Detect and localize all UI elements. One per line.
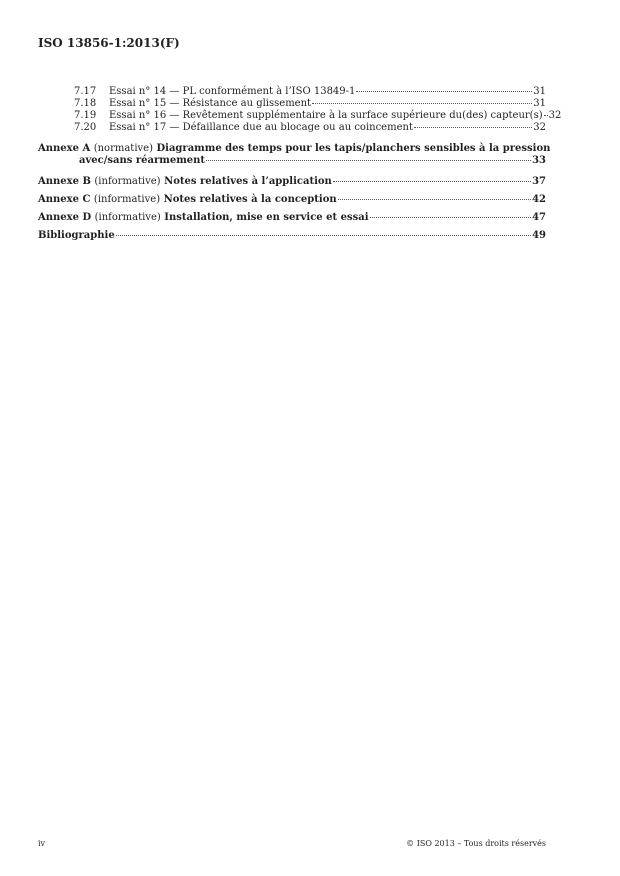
toc-entry-annexe-d[interactable] (38, 209, 546, 227)
leader-dots (312, 103, 532, 104)
page-number: 31 (533, 86, 546, 97)
annex-title-line2: avec/sans réarmement (79, 155, 206, 166)
annex-type: (informative) (93, 194, 161, 205)
annex-title-line1: Diagramme des temps pour les tapis/planchers sensibles à la pression (156, 143, 551, 154)
section-title: Essai n° 16 — Revêtement supplémentaire à la surface supérieure du(des) capteur(s) (109, 110, 543, 121)
toc-entry-7-19[interactable] (38, 110, 562, 122)
leader-dots (414, 127, 532, 128)
section-number: 7.17 (74, 86, 97, 97)
page-number: 42 (532, 194, 546, 205)
toc-entry-annexe-a[interactable] (38, 143, 551, 167)
annex-label: Annexe A (38, 143, 91, 154)
annex-type: (informative) (94, 176, 161, 187)
document-header: ISO 13856-1:2013(F) (38, 36, 180, 50)
annex-title: Notes relatives à l’application (164, 176, 332, 187)
leader-dots (338, 199, 531, 200)
leader-dots (356, 91, 532, 92)
footer-page-number: iv (38, 839, 46, 848)
annex-label: Annexe C (38, 194, 91, 205)
toc-entry-7-20[interactable] (38, 122, 546, 134)
section-title: Essai n° 17 — Défaillance due au blocage ou au coincement (109, 122, 413, 133)
page-number: 32 (548, 110, 562, 121)
bibliography-title: Bibliographie (38, 230, 115, 241)
section-number: 7.19 (74, 110, 97, 121)
leader-dots (544, 115, 548, 116)
toc-entry-bibliographie[interactable] (38, 227, 546, 245)
page-number: 47 (532, 212, 546, 223)
annex-title: Notes relatives à la conception (163, 194, 337, 205)
section-number: 7.18 (74, 98, 97, 109)
page-number: 31 (533, 98, 546, 109)
toc-entry-annexe-c[interactable] (38, 191, 546, 209)
page-number: 33 (532, 155, 546, 166)
leader-dots (333, 181, 531, 182)
annex-label: Annexe B (38, 176, 91, 187)
toc-entry-7-18[interactable] (38, 98, 546, 110)
leader-dots (116, 235, 531, 236)
table-of-contents (38, 86, 562, 245)
annex-type: (normative) (93, 143, 153, 154)
page-number: 37 (532, 176, 546, 187)
annex-label: Annexe D (38, 212, 92, 223)
leader-dots (370, 217, 532, 218)
section-number: 7.20 (74, 122, 97, 133)
toc-entry-7-17[interactable] (38, 86, 546, 98)
page-number: 32 (533, 122, 546, 133)
annex-type: (informative) (94, 212, 161, 223)
section-title: Essai n° 14 — PL conformément à l’ISO 13849-1 (109, 86, 356, 97)
section-title: Essai n° 15 — Résistance au glissement (109, 98, 312, 109)
footer-copyright: © ISO 2013 – Tous droits réservés (406, 839, 546, 848)
annex-title: Installation, mise en service et essai (164, 212, 369, 223)
toc-entry-annexe-b[interactable] (38, 173, 546, 191)
page-number: 49 (532, 230, 546, 241)
leader-dots (206, 160, 531, 161)
